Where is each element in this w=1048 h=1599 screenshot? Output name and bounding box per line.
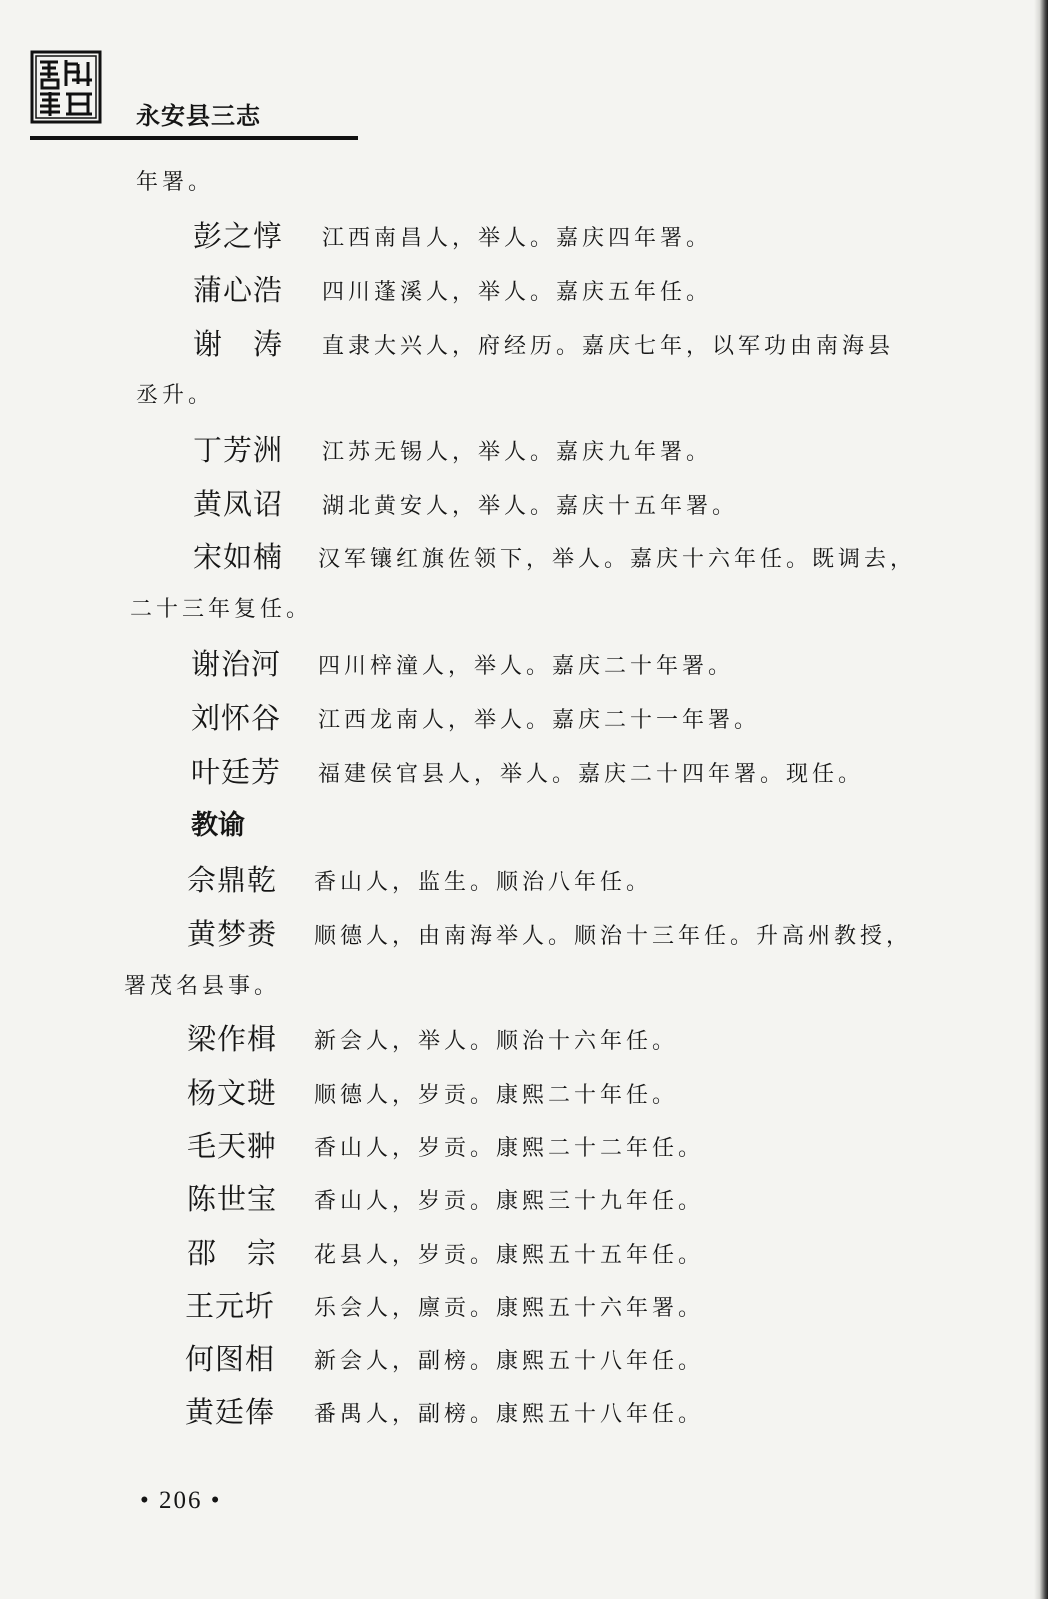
official-name: 邵 宗 — [187, 1236, 278, 1270]
header-rule — [30, 136, 358, 140]
official-name: 佘鼎乾 — [187, 863, 278, 897]
official-desc: 新会人，副榜。康熙五十八年任。 — [314, 1349, 705, 1374]
official-desc: 四川蓬溪人，举人。嘉庆五年任。 — [322, 280, 713, 305]
official-desc: 番禺人，副榜。康熙五十八年任。 — [314, 1402, 705, 1427]
official-name: 刘怀谷 — [191, 701, 282, 735]
official-desc: 新会人，举人。顺治十六年任。 — [314, 1029, 679, 1054]
official-name: 叶廷芳 — [191, 755, 282, 789]
book-title: 永安县三志 — [136, 102, 261, 130]
official-name: 何图相 — [185, 1342, 276, 1376]
page-edge-shadow — [1034, 0, 1048, 1599]
official-desc: 江西龙南人，举人。嘉庆二十一年署。 — [318, 708, 761, 733]
official-desc: 香山人，岁贡。康熙三十九年任。 — [314, 1189, 705, 1214]
official-desc-continuation: 丞升。 — [136, 383, 215, 408]
official-desc: 乐会人，廪贡。康熙五十六年署。 — [314, 1296, 705, 1321]
official-desc: 湖北黄安人，举人。嘉庆十五年署。 — [322, 494, 739, 519]
seal-logo-icon — [30, 50, 102, 124]
official-desc-continuation: 署茂名县事。 — [124, 974, 281, 999]
section-heading: 教谕 — [191, 810, 245, 841]
official-name: 杨文琎 — [187, 1076, 278, 1110]
official-desc: 香山人，岁贡。康熙二十二年任。 — [314, 1136, 705, 1161]
continuation-text: 年署。 — [136, 170, 215, 195]
official-desc: 福建侯官县人，举人。嘉庆二十四年署。现任。 — [318, 762, 865, 787]
official-name: 丁芳洲 — [193, 433, 284, 467]
official-desc: 江西南昌人，举人。嘉庆四年署。 — [322, 226, 713, 251]
official-name: 蒲心浩 — [193, 273, 284, 307]
official-name: 黄梦赉 — [187, 917, 278, 951]
official-name: 毛天翀 — [187, 1129, 278, 1163]
official-desc: 直隶大兴人，府经历。嘉庆七年，以军功由南海县 — [322, 334, 895, 359]
official-desc: 江苏无锡人，举人。嘉庆九年署。 — [322, 440, 713, 465]
official-desc: 顺德人，由南海举人。顺治十三年任。升高州教授， — [314, 924, 913, 949]
official-desc: 花县人，岁贡。康熙五十五年任。 — [314, 1243, 705, 1268]
official-desc: 香山人，监生。顺治八年任。 — [314, 870, 653, 895]
official-name: 黄廷俸 — [185, 1395, 276, 1429]
page-number: • 206 • — [140, 1487, 222, 1514]
official-name: 黄凤诏 — [193, 487, 284, 521]
official-desc: 顺德人，岁贡。康熙二十年任。 — [314, 1083, 679, 1108]
official-name: 谢治河 — [191, 647, 282, 681]
official-desc: 汉军镶红旗佐领下，举人。嘉庆十六年任。既调去， — [318, 547, 917, 572]
official-name: 谢 涛 — [193, 327, 284, 361]
official-name: 王元圻 — [185, 1289, 276, 1323]
official-name: 彭之惇 — [193, 219, 284, 253]
official-name: 宋如楠 — [193, 540, 284, 574]
official-desc-continuation: 二十三年复任。 — [130, 597, 313, 622]
official-name: 梁作楫 — [187, 1022, 278, 1056]
official-name: 陈世宝 — [187, 1182, 278, 1216]
official-desc: 四川梓潼人，举人。嘉庆二十年署。 — [318, 654, 735, 679]
